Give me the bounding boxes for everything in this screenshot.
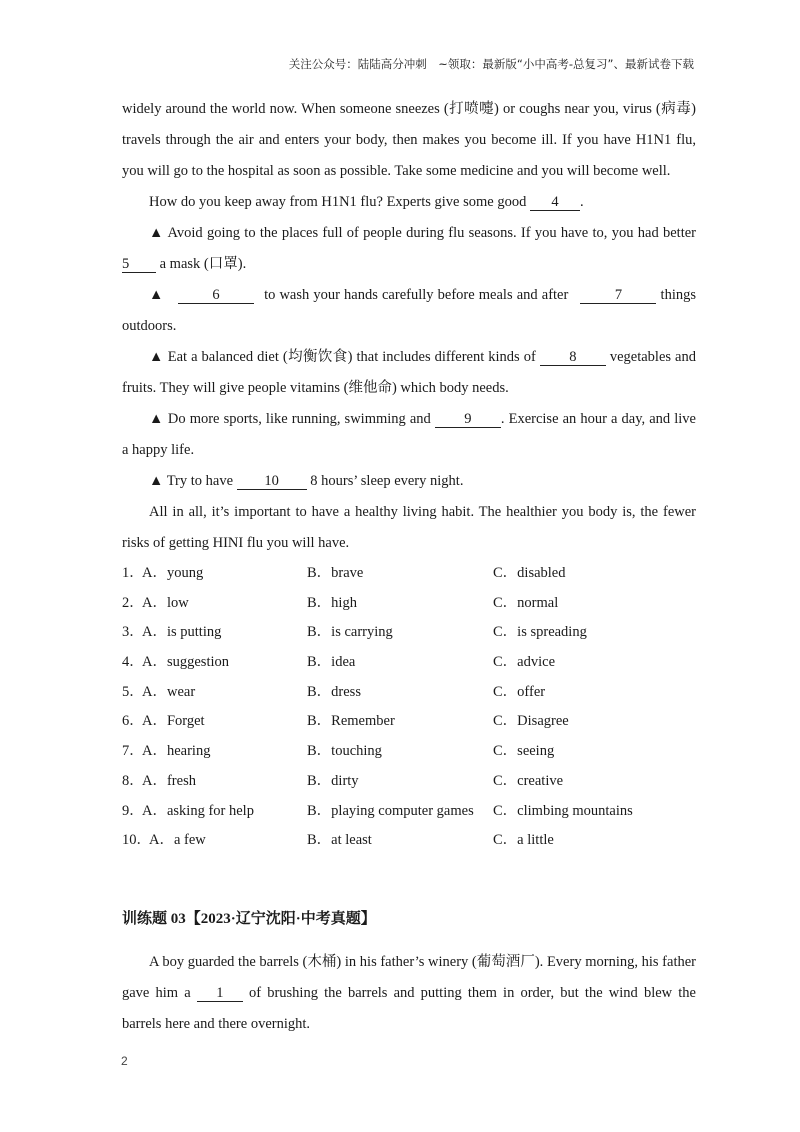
option-a: A．asking for help bbox=[142, 802, 254, 819]
option-c: C．offer bbox=[493, 683, 546, 700]
text: vegetables and fruits. They will give people vitamins (维他命) which body needs. bbox=[122, 349, 696, 396]
question-number: 2． bbox=[122, 594, 144, 611]
option-a: A．hearing bbox=[142, 743, 211, 760]
question-number: 6． bbox=[122, 713, 144, 730]
option-a: A．Forget bbox=[142, 713, 205, 730]
text: ▲ Try to have bbox=[149, 473, 237, 489]
option-b: B．dirty bbox=[307, 772, 359, 789]
question-number: 7． bbox=[122, 743, 144, 760]
paragraph bbox=[122, 218, 696, 280]
text: to wash your hands carefully before meals and after bbox=[259, 287, 573, 303]
question-number: 8． bbox=[122, 772, 144, 789]
option-c: C．climbing mountains bbox=[493, 802, 633, 819]
blank-5: 5 bbox=[122, 256, 156, 273]
option-a: A．young bbox=[142, 565, 204, 581]
option-c: C．normal bbox=[493, 594, 559, 611]
blank-10: 10 bbox=[237, 473, 307, 490]
document-body bbox=[122, 94, 696, 1040]
option-row bbox=[122, 618, 696, 648]
paragraph bbox=[122, 947, 696, 1040]
text: ▲ Eat a balanced diet (均衡饮食) that includes different kinds of bbox=[149, 349, 540, 365]
question-number: 10． bbox=[122, 832, 151, 849]
section-title: 训练题 03【2023·辽宁沈阳·中考真题】 bbox=[122, 910, 376, 927]
option-a: A．is putting bbox=[142, 624, 222, 641]
blank-4: 4 bbox=[530, 194, 580, 211]
option-row bbox=[122, 737, 696, 767]
option-row bbox=[122, 648, 696, 678]
question-number: 5． bbox=[122, 683, 144, 700]
option-c: C．a little bbox=[493, 832, 554, 849]
question-number: 4． bbox=[122, 654, 144, 671]
blank-8: 8 bbox=[540, 349, 606, 366]
option-a: A．a few bbox=[149, 832, 206, 849]
text: How do you keep away from H1N1 flu? Experts give some good bbox=[149, 194, 530, 210]
option-row bbox=[122, 589, 696, 619]
option-a: A．wear bbox=[142, 683, 196, 700]
option-row bbox=[122, 678, 696, 708]
option-a: A．low bbox=[142, 594, 189, 611]
option-row bbox=[122, 707, 696, 737]
option-c: C．disabled bbox=[493, 565, 566, 581]
paragraph bbox=[122, 280, 696, 342]
blank-9: 9 bbox=[435, 411, 501, 428]
option-b: B．high bbox=[307, 594, 357, 611]
option-b: B．brave bbox=[307, 565, 364, 581]
paragraph bbox=[122, 466, 696, 497]
option-row bbox=[122, 826, 696, 856]
option-c: C．Disagree bbox=[493, 713, 569, 730]
option-b: B．at least bbox=[307, 832, 372, 849]
option-b: B．is carrying bbox=[307, 624, 393, 641]
option-b: B．playing computer games bbox=[307, 802, 474, 819]
paragraph bbox=[122, 404, 696, 466]
option-c: C．creative bbox=[493, 772, 564, 789]
paragraph bbox=[122, 342, 696, 404]
option-c: C．seeing bbox=[493, 743, 555, 760]
text: A boy guarded the barrels (木桶) in his father’s winery (葡萄酒厂). Every morning, his father gave him a bbox=[122, 953, 696, 1001]
question-number: 1． bbox=[122, 565, 144, 581]
option-row bbox=[122, 559, 696, 589]
option-b: B．Remember bbox=[307, 713, 395, 730]
text: things outdoors. bbox=[122, 287, 696, 334]
text: . bbox=[579, 194, 584, 210]
paragraph bbox=[122, 187, 696, 218]
option-row bbox=[122, 797, 696, 827]
option-b: B．idea bbox=[307, 654, 356, 671]
page-header: 关注公众号：陆陆高分冲刺 ~领取：最新版“小中高考-总复习”、最新试卷下载 bbox=[288, 57, 694, 71]
text: ▲ Do more sports, like running, swimming and bbox=[149, 411, 435, 427]
blank-7: 7 bbox=[580, 287, 656, 304]
option-c: C．is spreading bbox=[493, 624, 587, 641]
text: a mask (口罩). bbox=[156, 256, 247, 272]
page-number: 2 bbox=[121, 1054, 128, 1068]
options-list bbox=[122, 559, 696, 856]
paragraph: All in all, it’s important to have a healthy living habit. The healthier you body is, the fewer risks of getting HINI flu you will have. bbox=[122, 504, 696, 551]
text: ▲ bbox=[149, 287, 168, 303]
blank-6: 6 bbox=[178, 287, 254, 304]
option-row bbox=[122, 767, 696, 797]
option-a: A．suggestion bbox=[142, 654, 229, 671]
option-c: C．advice bbox=[493, 654, 556, 671]
option-b: B．dress bbox=[307, 683, 361, 700]
paragraph: widely around the world now. When someone sneezes (打喷嚏) or coughs near you, virus (病毒) travels through the air and enters your body, then makes you become ill. If you have H1N1 flu, you will go to the hospital as soon as possible. Take some medicine and you will become well. bbox=[122, 101, 696, 179]
text: . Exercise an hour a day, and live a happy life. bbox=[122, 411, 696, 458]
text: of brushing the barrels and putting them in order, but the wind blew the barrels here and there overnight. bbox=[122, 984, 696, 1032]
option-a: A．fresh bbox=[142, 772, 196, 789]
option-b: B．touching bbox=[307, 743, 382, 760]
question-number: 3． bbox=[122, 624, 144, 641]
question-number: 9． bbox=[122, 802, 144, 819]
text: ▲ Avoid going to the places full of people during flu seasons. If you have to, you had better bbox=[149, 225, 696, 241]
text: 8 hours’ sleep every night. bbox=[306, 473, 464, 489]
blank-1: 1 bbox=[197, 985, 243, 1002]
